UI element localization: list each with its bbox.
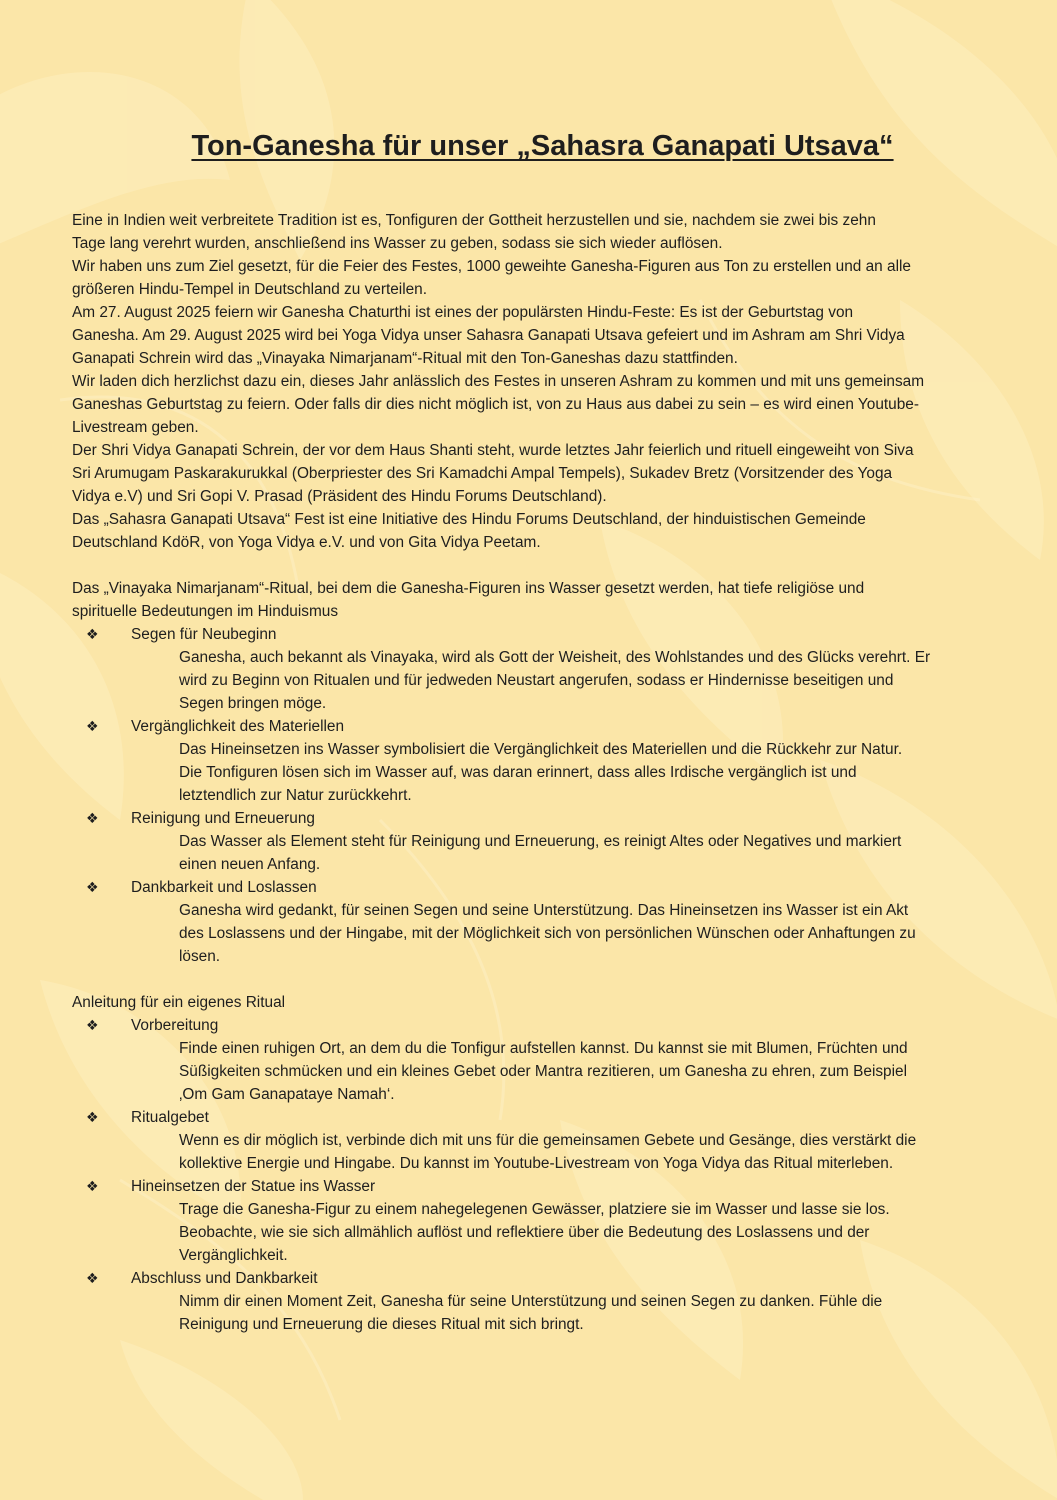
bullet-description-line: ‚Om Gam Ganapataye Namah‘. xyxy=(179,1086,395,1103)
bullet-description-line: Beobachte, wie sie sich allmählich auflöst und reflektiere über die Bedeutung des Loslassens und der xyxy=(179,1224,870,1241)
section1-intro-line: Das „Vinayaka Nimarjanam“-Ritual, bei dem die Ganesha-Figuren ins Wasser gesetzt werden, hat tiefe religiöse und xyxy=(72,580,865,597)
bullet-item xyxy=(72,1267,1027,1290)
intro-line: Das „Sahasra Ganapati Utsava“ Fest ist eine Initiative des Hindu Forums Deutschland, der hinduistischen Gemeinde xyxy=(72,511,866,528)
bullet-heading: Vergänglichkeit des Materiellen xyxy=(131,718,345,735)
diamond-bullet-icon: ❖ xyxy=(86,1109,99,1125)
intro-line: Tage lang verehrt wurden, anschließend ins Wasser zu geben, sodass sie sich wieder auflösen. xyxy=(72,235,723,252)
bullet-description-line: Segen bringen möge. xyxy=(179,695,327,712)
bullet-heading: Abschluss und Dankbarkeit xyxy=(131,1270,318,1287)
bullet-heading: Hineinsetzen der Statue ins Wasser xyxy=(131,1178,376,1195)
bullet-description-line: letztendlich zur Natur zurückkehrt. xyxy=(179,787,412,804)
bullet-description-line: einen neuen Anfang. xyxy=(179,856,321,873)
intro-line: Ganapati Schrein wird das „Vinayaka Nimarjanam“-Ritual mit den Ton-Ganeshas dazu stattfinden. xyxy=(72,350,738,367)
bullet-heading: Dankbarkeit und Loslassen xyxy=(131,879,317,896)
intro-line: Ganesha. Am 29. August 2025 wird bei Yoga Vidya unser Sahasra Ganapati Utsava gefeiert und im Ashram am Shri Vidya xyxy=(72,327,905,344)
bullet-description-line: lösen. xyxy=(179,948,221,965)
bullet-description-line: Die Tonfiguren lösen sich im Wasser auf, was daran erinnert, dass alles Irdische vergänglich ist und xyxy=(179,764,857,781)
bullet-item xyxy=(72,715,1027,738)
bullet-description-line: Finde einen ruhigen Ort, an dem du die Tonfigur aufstellen kannst. Du kannst sie mit Blumen, Früchten und xyxy=(179,1040,908,1057)
bullet-description-line: kollektive Energie und Hingabe. Du kannst im Youtube-Livestream von Yoga Vidya das Ritual miterleben. xyxy=(179,1155,894,1172)
intro-line: Sri Arumugam Paskarakurukkal (Oberpriester des Sri Kamadchi Ampal Tempels), Sukadev Bretz (Vorsitzender des Yoga xyxy=(72,465,893,482)
intro-line: Wir laden dich herzlichst dazu ein, dieses Jahr anlässlich des Festes in unseren Ashram zu kommen und mit uns gemeinsam xyxy=(72,373,925,390)
bullet-item xyxy=(72,876,1027,899)
bullet-heading: Ritualgebet xyxy=(131,1109,209,1126)
bullet-heading: Segen für Neubeginn xyxy=(131,626,277,643)
bullet-description-line: wird zu Beginn von Ritualen und für jedweden Neustart angerufen, sodass er Hindernisse beseitigen und xyxy=(179,672,894,689)
bullet-item xyxy=(72,1106,1027,1129)
bullet-description-line: Reinigung und Erneuerung die dieses Ritual mit sich bringt. xyxy=(179,1316,584,1333)
bullet-description-line: Süßigkeiten schmücken und ein kleines Gebet oder Mantra rezitieren, um Ganesha zu ehren, zum Beispiel xyxy=(179,1063,908,1080)
diamond-bullet-icon: ❖ xyxy=(86,810,99,826)
intro-line: Am 27. August 2025 feiern wir Ganesha Chaturthi ist eines der populärsten Hindu-Feste: Es ist der Geburtstag von xyxy=(72,304,854,321)
bullet-description-line: Ganesha wird gedankt, für seinen Segen und seine Unterstützung. Das Hineinsetzen ins Wasser ist ein Akt xyxy=(179,902,909,919)
bullet-description-line: Ganesha, auch bekannt als Vinayaka, wird als Gott der Weisheit, des Wohlstandes und des Glücks verehrt. Er xyxy=(179,649,931,666)
intro-line: Ganeshas Geburtstag zu feiern. Oder falls dir dies nicht möglich ist, von zu Haus aus dabei zu sein – es wird einen Youtube- xyxy=(72,396,919,413)
intro-line: Der Shri Vidya Ganapati Schrein, der vor dem Haus Shanti steht, wurde letztes Jahr feierlich und rituell eingeweiht von Siva xyxy=(72,442,914,459)
diamond-bullet-icon: ❖ xyxy=(86,626,99,642)
bullet-description-line: Wenn es dir möglich ist, verbinde dich mit uns für die gemeinsamen Gebete und Gesänge, dies verstärkt die xyxy=(179,1132,917,1149)
diamond-bullet-icon: ❖ xyxy=(86,1178,99,1194)
intro-line: Wir haben uns zum Ziel gesetzt, für die Feier des Festes, 1000 geweihte Ganesha-Figuren aus Ton zu erstellen und an alle xyxy=(72,258,911,275)
bullet-description-line: Trage die Ganesha-Figur zu einem nahegelegenen Gewässer, platziere sie im Wasser und lasse sie los. xyxy=(179,1201,890,1218)
bullet-description-line: Das Hineinsetzen ins Wasser symbolisiert die Vergänglichkeit des Materiellen und die Rückkehr zur Natur. xyxy=(179,741,903,758)
bullet-description-line: Das Wasser als Element steht für Reinigung und Erneuerung, es reinigt Altes oder Negatives und markiert xyxy=(179,833,902,850)
bullet-description-line: des Loslassens und der Hingabe, mit der Möglichkeit sich von persönlichen Wünschen oder Anhaftungen zu xyxy=(179,925,916,942)
document-body xyxy=(72,209,1027,1336)
paragraph-spacer xyxy=(72,554,1027,577)
paragraph-spacer xyxy=(72,968,1027,991)
bullet-heading: Vorbereitung xyxy=(131,1017,219,1034)
diamond-bullet-icon: ❖ xyxy=(86,1270,99,1286)
bullet-description-line: Vergänglichkeit. xyxy=(179,1247,288,1264)
intro-line: Livestream geben. xyxy=(72,419,199,436)
intro-line: größeren Hindu-Tempel in Deutschland zu verteilen. xyxy=(72,281,428,298)
intro-line: Deutschland KdöR, von Yoga Vidya e.V. und von Gita Vidya Peetam. xyxy=(72,534,541,551)
diamond-bullet-icon: ❖ xyxy=(86,879,99,895)
intro-line: Eine in Indien weit verbreitete Tradition ist es, Tonfiguren der Gottheit herzustellen und sie, nachdem sie zwei bis zehn xyxy=(72,212,876,229)
diamond-bullet-icon: ❖ xyxy=(86,1017,99,1033)
intro-line: Vidya e.V) und Sri Gopi V. Prasad (Präsident des Hindu Forums Deutschland). xyxy=(72,488,607,505)
bullet-item xyxy=(72,807,1027,830)
page-title: Ton-Ganesha für unser „Sahasra Ganapati Utsava“ xyxy=(191,130,894,162)
section1-intro-line: spirituelle Bedeutungen im Hinduismus xyxy=(72,603,339,620)
section2-intro-line: Anleitung für ein eigenes Ritual xyxy=(72,994,286,1011)
bullet-heading: Reinigung und Erneuerung xyxy=(131,810,315,827)
bullet-item xyxy=(72,1014,1027,1037)
bullet-description-line: Nimm dir einen Moment Zeit, Ganesha für seine Unterstützung und seinen Segen zu danken. Fühle die xyxy=(179,1293,883,1310)
bullet-item xyxy=(72,623,1027,646)
diamond-bullet-icon: ❖ xyxy=(86,718,99,734)
bullet-item xyxy=(72,1175,1027,1198)
